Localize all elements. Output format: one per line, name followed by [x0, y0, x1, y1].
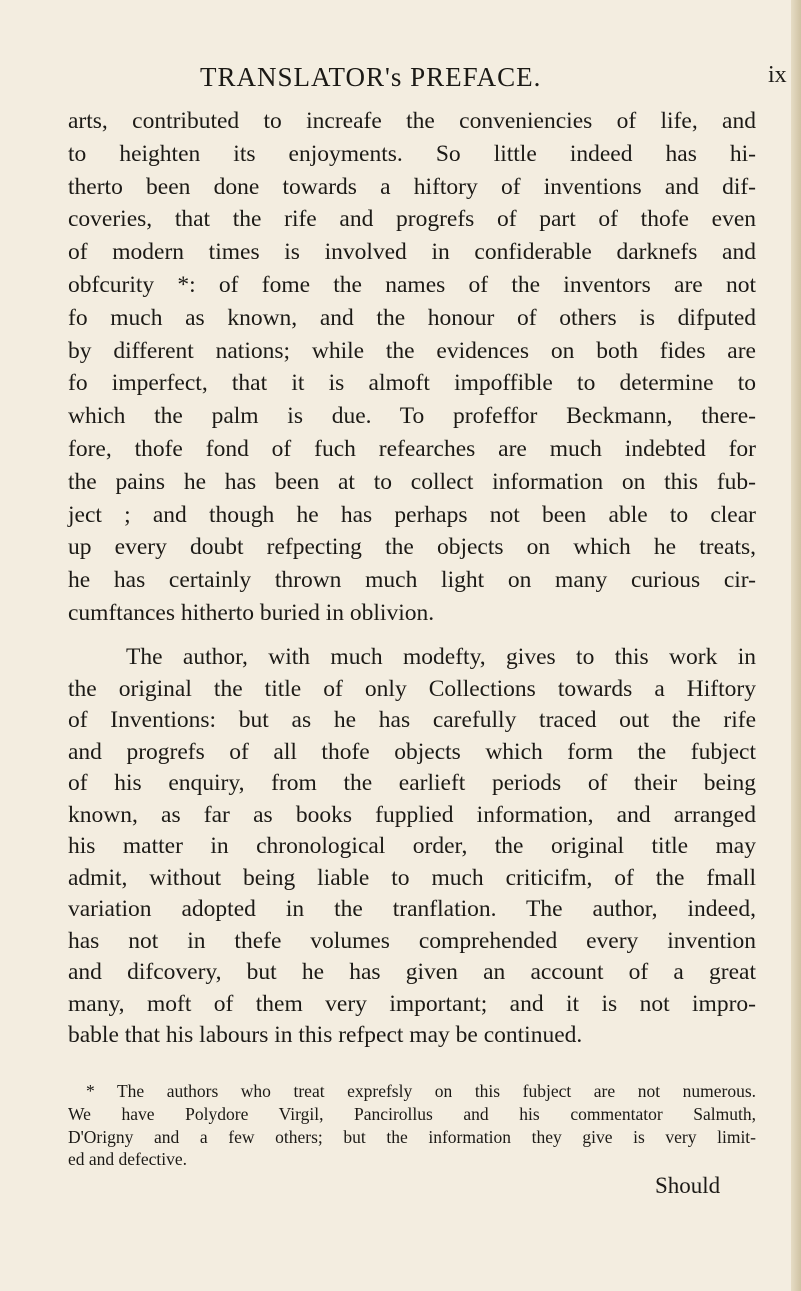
- paragraph-1: [68, 105, 756, 630]
- text-line: known, as far as books fupplied information, and arranged: [68, 801, 756, 828]
- text-line: he has certainly thrown much light on many curious cir-: [68, 567, 756, 594]
- text-line: The author, with much modefty, gives to this work in: [126, 644, 756, 670]
- text-line: of Inventions: but as he has carefully traced out the rife: [68, 707, 756, 733]
- text-line: has not in thefe volumes comprehended every invention: [68, 927, 756, 954]
- text-line: and progrefs of all thofe objects which form the fubject: [68, 738, 756, 765]
- footnote: [68, 1080, 756, 1171]
- header-title: TRANSLATOR's PREFACE.: [200, 62, 542, 92]
- text-line: arts, contributed to increafe the conveniencies of life, and: [68, 108, 756, 134]
- footnote-line: We have Polydore Virgil, Pancirollus and his commentator Salmuth,: [68, 1103, 756, 1124]
- text-line: admit, without being liable to much criticifm, of the fmall: [68, 864, 756, 891]
- text-line: and difcovery, but he has given an account of a great: [68, 959, 756, 985]
- text-line: by different nations; while the evidences on both fides are: [68, 337, 756, 364]
- text-line: cumftances hitherto buried in oblivion.: [68, 599, 435, 626]
- catchword: Should: [655, 1173, 721, 1198]
- footnote-line: ed and defective.: [68, 1149, 188, 1170]
- page-number: ix: [768, 62, 787, 88]
- text-line: bable that his labours in this refpect may be continued.: [68, 1022, 583, 1048]
- running-header: [0, 62, 801, 102]
- text-line: fore, thofe fond of fuch refearches are much indebted for: [68, 435, 756, 462]
- paragraph-2: [68, 642, 756, 1052]
- text-line: ject ; and though he has perhaps not been able to clear: [68, 501, 756, 528]
- text-line: the original the title of only Collections towards a Hiftory: [68, 675, 756, 702]
- text-line: fo much as known, and the honour of others is difputed: [68, 304, 756, 331]
- text-line: fo imperfect, that it is almoft impoffible to determine to: [68, 370, 756, 397]
- text-line: to heighten its enjoyments. So little indeed has hi-: [68, 140, 756, 167]
- text-line: his matter in chronological order, the original title may: [68, 833, 756, 859]
- text-line: which the palm is due. To profeffor Beckmann, there-: [68, 403, 756, 430]
- footnote-line: * The authors who treat exprefsly on this fubject are not numerous.: [86, 1081, 756, 1101]
- text-line: obfcurity *: of fome the names of the inventors are not: [68, 271, 756, 298]
- text-line: of his enquiry, from the earlieft periods of their being: [68, 770, 756, 796]
- text-line: therto been done towards a hiftory of inventions and dif-: [68, 173, 756, 200]
- text-line: up every doubt refpecting the objects on which he treats,: [68, 534, 756, 561]
- text-line: coveries, that the rife and progrefs of part of thofe even: [68, 206, 756, 233]
- text-line: many, moft of them very important; and it is not impro-: [68, 990, 756, 1017]
- text-line: of modern times is involved in confiderable darknefs and: [68, 239, 756, 266]
- page-edge: [791, 0, 801, 1291]
- footnote-line: D'Origny and a few others; but the information they give is very limit-: [68, 1126, 756, 1147]
- text-line: variation adopted in the tranflation. The author, indeed,: [68, 896, 756, 922]
- text-line: the pains he has been at to collect information on this fub-: [68, 468, 756, 495]
